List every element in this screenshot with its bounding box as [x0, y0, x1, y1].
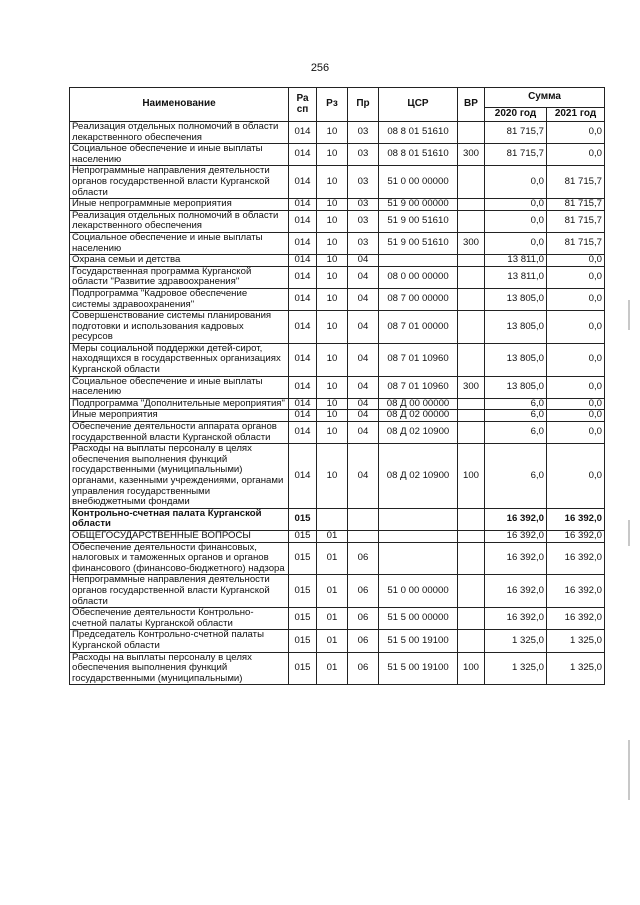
- cell-vr: [458, 542, 485, 575]
- cell-vr: 300: [458, 144, 485, 166]
- table-row: [70, 630, 605, 652]
- cell-vr: [458, 255, 485, 267]
- cell-name: Председатель Контрольно-счетной палаты Курганской области: [70, 630, 289, 652]
- cell-rz: [317, 508, 348, 530]
- cell-rasp: 014: [289, 398, 317, 410]
- cell-pr: 04: [348, 410, 379, 422]
- cell-pr: [348, 530, 379, 542]
- cell-rz: 10: [317, 144, 348, 166]
- cell-vr: [458, 166, 485, 199]
- cell-csr: 08 Д 02 10900: [379, 422, 458, 444]
- cell-y2020: 13 805,0: [485, 343, 547, 376]
- header-rasp: Ра сп: [289, 88, 317, 122]
- cell-y2020: 81 715,7: [485, 144, 547, 166]
- table-row: [70, 608, 605, 630]
- scan-artifact: [628, 300, 630, 330]
- cell-y2020: 0,0: [485, 210, 547, 232]
- table-row: [70, 166, 605, 199]
- cell-pr: [348, 508, 379, 530]
- header-name: Наименование: [70, 88, 289, 122]
- table-row: [70, 311, 605, 344]
- table-row: [70, 266, 605, 288]
- cell-vr: 100: [458, 444, 485, 509]
- cell-name: Обеспечение деятельности аппарата органов государственной власти Курганской области: [70, 422, 289, 444]
- cell-vr: [458, 398, 485, 410]
- cell-csr: 51 9 00 51610: [379, 210, 458, 232]
- cell-vr: [458, 288, 485, 310]
- cell-vr: [458, 630, 485, 652]
- cell-name: Охрана семьи и детства: [70, 255, 289, 267]
- cell-rasp: 014: [289, 166, 317, 199]
- cell-vr: [458, 343, 485, 376]
- cell-rz: 10: [317, 210, 348, 232]
- cell-rz: 10: [317, 232, 348, 254]
- cell-y2021: 16 392,0: [547, 542, 605, 575]
- cell-rz: 10: [317, 398, 348, 410]
- cell-pr: 06: [348, 630, 379, 652]
- cell-rasp: 014: [289, 288, 317, 310]
- table-row: [70, 398, 605, 410]
- cell-rz: 10: [317, 122, 348, 144]
- header-sum: Сумма: [485, 88, 605, 108]
- table-row: [70, 144, 605, 166]
- cell-name: Иные непрограммные мероприятия: [70, 199, 289, 211]
- table-row: [70, 410, 605, 422]
- cell-csr: 08 8 01 51610: [379, 122, 458, 144]
- table-row: [70, 652, 605, 685]
- cell-rasp: 014: [289, 199, 317, 211]
- cell-csr: [379, 508, 458, 530]
- table-row: [70, 530, 605, 542]
- cell-y2021: 16 392,0: [547, 575, 605, 608]
- cell-name: Подпрограмма "Дополнительные мероприятия": [70, 398, 289, 410]
- cell-y2021: 1 325,0: [547, 652, 605, 685]
- cell-rz: 10: [317, 166, 348, 199]
- cell-y2021: 81 715,7: [547, 210, 605, 232]
- cell-csr: 08 7 00 00000: [379, 288, 458, 310]
- cell-y2020: 0,0: [485, 232, 547, 254]
- cell-pr: 03: [348, 166, 379, 199]
- table-row: [70, 508, 605, 530]
- cell-y2021: 16 392,0: [547, 530, 605, 542]
- cell-pr: 06: [348, 608, 379, 630]
- cell-y2021: 0,0: [547, 255, 605, 267]
- cell-y2020: 1 325,0: [485, 652, 547, 685]
- cell-rz: 10: [317, 343, 348, 376]
- cell-rasp: 014: [289, 376, 317, 398]
- header-pr: Пр: [348, 88, 379, 122]
- cell-name: Государственная программа Курганской области "Развитие здравоохранения": [70, 266, 289, 288]
- cell-y2021: 0,0: [547, 422, 605, 444]
- cell-y2021: 1 325,0: [547, 630, 605, 652]
- cell-pr: 03: [348, 122, 379, 144]
- cell-rasp: 014: [289, 122, 317, 144]
- cell-pr: 06: [348, 575, 379, 608]
- cell-name: Контрольно-счетная палата Курганской области: [70, 508, 289, 530]
- cell-y2020: 13 805,0: [485, 311, 547, 344]
- cell-y2021: 16 392,0: [547, 508, 605, 530]
- cell-pr: 04: [348, 422, 379, 444]
- cell-rasp: 015: [289, 542, 317, 575]
- table-row: [70, 444, 605, 509]
- cell-name: Непрограммные направления деятельности органов государственной власти Курганской области: [70, 575, 289, 608]
- cell-rasp: 014: [289, 444, 317, 509]
- cell-y2021: 81 715,7: [547, 199, 605, 211]
- cell-csr: 08 Д 00 00000: [379, 398, 458, 410]
- cell-rasp: 014: [289, 422, 317, 444]
- cell-y2020: 6,0: [485, 422, 547, 444]
- cell-vr: [458, 210, 485, 232]
- cell-rasp: 014: [289, 144, 317, 166]
- cell-y2020: 13 805,0: [485, 288, 547, 310]
- cell-pr: 04: [348, 288, 379, 310]
- cell-name: ОБЩЕГОСУДАРСТВЕННЫЕ ВОПРОСЫ: [70, 530, 289, 542]
- cell-pr: 03: [348, 210, 379, 232]
- cell-y2021: 0,0: [547, 288, 605, 310]
- cell-y2021: 0,0: [547, 444, 605, 509]
- cell-vr: 100: [458, 652, 485, 685]
- cell-name: Социальное обеспечение и иные выплаты населению: [70, 232, 289, 254]
- cell-name: Социальное обеспечение и иные выплаты населению: [70, 376, 289, 398]
- cell-rz: 10: [317, 255, 348, 267]
- cell-y2020: 13 805,0: [485, 376, 547, 398]
- header-rz: Рз: [317, 88, 348, 122]
- header-vr: ВР: [458, 88, 485, 122]
- cell-pr: 04: [348, 376, 379, 398]
- cell-csr: 08 8 01 51610: [379, 144, 458, 166]
- cell-csr: 08 Д 02 10900: [379, 444, 458, 509]
- cell-vr: [458, 122, 485, 144]
- cell-pr: 06: [348, 542, 379, 575]
- cell-rasp: 015: [289, 630, 317, 652]
- cell-rasp: 015: [289, 575, 317, 608]
- cell-pr: 04: [348, 343, 379, 376]
- page-number: 256: [310, 62, 330, 74]
- header-2020: 2020 год: [485, 108, 547, 122]
- cell-y2021: 0,0: [547, 144, 605, 166]
- cell-name: Непрограммные направления деятельности органов государственной власти Курганской области: [70, 166, 289, 199]
- cell-pr: 06: [348, 652, 379, 685]
- cell-y2020: 6,0: [485, 398, 547, 410]
- cell-rasp: 015: [289, 608, 317, 630]
- cell-pr: 03: [348, 199, 379, 211]
- cell-pr: 04: [348, 255, 379, 267]
- cell-name: Обеспечение деятельности финансовых, налоговых и таможенных органов и органов финансового (финансово-бюджетного) надзора: [70, 542, 289, 575]
- cell-vr: 300: [458, 232, 485, 254]
- table-row: [70, 255, 605, 267]
- scan-artifact: [628, 520, 630, 546]
- cell-csr: 08 7 01 00000: [379, 311, 458, 344]
- cell-rasp: 014: [289, 311, 317, 344]
- cell-rasp: 014: [289, 410, 317, 422]
- cell-vr: [458, 199, 485, 211]
- cell-y2020: 1 325,0: [485, 630, 547, 652]
- cell-y2021: 0,0: [547, 311, 605, 344]
- scan-artifact: [628, 740, 630, 800]
- cell-csr: 51 9 00 51610: [379, 232, 458, 254]
- header-csr: ЦСР: [379, 88, 458, 122]
- cell-y2020: 81 715,7: [485, 122, 547, 144]
- cell-y2020: 13 811,0: [485, 255, 547, 267]
- cell-rz: 01: [317, 652, 348, 685]
- table-row: [70, 122, 605, 144]
- table-row: [70, 575, 605, 608]
- cell-csr: 51 5 00 19100: [379, 630, 458, 652]
- cell-y2020: 0,0: [485, 199, 547, 211]
- cell-csr: [379, 255, 458, 267]
- table-row: [70, 422, 605, 444]
- cell-name: Подпрограмма "Кадровое обеспечение системы здравоохранения": [70, 288, 289, 310]
- cell-vr: [458, 422, 485, 444]
- cell-name: Расходы на выплаты персоналу в целях обеспечения выполнения функций государственными (муниципальными) органами, казенными учреждениями, органами управления государственными внебюджетными фондами: [70, 444, 289, 509]
- cell-y2020: 6,0: [485, 410, 547, 422]
- cell-y2021: 0,0: [547, 122, 605, 144]
- cell-name: Расходы на выплаты персоналу в целях обеспечения выполнения функций государственными (муниципальными): [70, 652, 289, 685]
- table-row: [70, 210, 605, 232]
- cell-y2021: 0,0: [547, 398, 605, 410]
- cell-rz: 01: [317, 630, 348, 652]
- table-row: [70, 288, 605, 310]
- cell-vr: 300: [458, 376, 485, 398]
- cell-csr: 08 Д 02 00000: [379, 410, 458, 422]
- cell-rz: 10: [317, 266, 348, 288]
- cell-name: Иные мероприятия: [70, 410, 289, 422]
- cell-y2020: 16 392,0: [485, 608, 547, 630]
- cell-y2020: 0,0: [485, 166, 547, 199]
- cell-pr: 04: [348, 266, 379, 288]
- cell-name: Совершенствование системы планирования подготовки и использования кадровых ресурсов: [70, 311, 289, 344]
- cell-csr: 08 7 01 10960: [379, 376, 458, 398]
- cell-pr: 03: [348, 232, 379, 254]
- cell-csr: 08 0 00 00000: [379, 266, 458, 288]
- cell-pr: 04: [348, 311, 379, 344]
- cell-pr: 04: [348, 398, 379, 410]
- cell-rz: 10: [317, 288, 348, 310]
- cell-pr: 04: [348, 444, 379, 509]
- cell-csr: [379, 530, 458, 542]
- cell-vr: [458, 575, 485, 608]
- cell-csr: 51 0 00 00000: [379, 166, 458, 199]
- cell-y2020: 16 392,0: [485, 542, 547, 575]
- cell-rasp: 014: [289, 255, 317, 267]
- table-row: [70, 343, 605, 376]
- cell-y2021: 0,0: [547, 343, 605, 376]
- cell-y2021: 81 715,7: [547, 166, 605, 199]
- cell-rz: 01: [317, 575, 348, 608]
- cell-rasp: 015: [289, 530, 317, 542]
- cell-y2020: 16 392,0: [485, 530, 547, 542]
- cell-rz: 01: [317, 608, 348, 630]
- cell-y2021: 0,0: [547, 266, 605, 288]
- cell-pr: 03: [348, 144, 379, 166]
- cell-y2020: 6,0: [485, 444, 547, 509]
- cell-rasp: 015: [289, 652, 317, 685]
- cell-rasp: 014: [289, 266, 317, 288]
- cell-rasp: 014: [289, 232, 317, 254]
- cell-csr: 08 7 01 10960: [379, 343, 458, 376]
- cell-rz: 10: [317, 422, 348, 444]
- cell-csr: 51 5 00 19100: [379, 652, 458, 685]
- table-row: [70, 199, 605, 211]
- cell-rasp: 015: [289, 508, 317, 530]
- cell-rz: 10: [317, 311, 348, 344]
- table-row: [70, 232, 605, 254]
- cell-rz: 01: [317, 530, 348, 542]
- cell-name: Меры социальной поддержки детей-сирот, находящихся в государственных организациях Курганской области: [70, 343, 289, 376]
- cell-y2020: 16 392,0: [485, 508, 547, 530]
- cell-vr: [458, 266, 485, 288]
- cell-vr: [458, 608, 485, 630]
- cell-vr: [458, 311, 485, 344]
- cell-name: Реализация отдельных полномочий в области лекарственного обеспечения: [70, 122, 289, 144]
- cell-csr: 51 9 00 00000: [379, 199, 458, 211]
- cell-y2020: 16 392,0: [485, 575, 547, 608]
- cell-vr: [458, 410, 485, 422]
- cell-rz: 01: [317, 542, 348, 575]
- cell-y2021: 0,0: [547, 410, 605, 422]
- cell-name: Реализация отдельных полномочий в области лекарственного обеспечения: [70, 210, 289, 232]
- cell-y2021: 16 392,0: [547, 608, 605, 630]
- cell-y2021: 81 715,7: [547, 232, 605, 254]
- cell-name: Социальное обеспечение и иные выплаты населению: [70, 144, 289, 166]
- cell-csr: 51 0 00 00000: [379, 575, 458, 608]
- table-row: [70, 376, 605, 398]
- cell-rz: 10: [317, 199, 348, 211]
- cell-rasp: 014: [289, 210, 317, 232]
- cell-y2021: 0,0: [547, 376, 605, 398]
- cell-rasp: 014: [289, 343, 317, 376]
- cell-rz: 10: [317, 376, 348, 398]
- cell-csr: [379, 542, 458, 575]
- cell-vr: [458, 530, 485, 542]
- cell-name: Обеспечение деятельности Контрольно-счетной палаты Курганской области: [70, 608, 289, 630]
- cell-rz: 10: [317, 444, 348, 509]
- budget-table: [69, 87, 605, 685]
- cell-vr: [458, 508, 485, 530]
- table-row: [70, 542, 605, 575]
- header-2021: 2021 год: [547, 108, 605, 122]
- cell-csr: 51 5 00 00000: [379, 608, 458, 630]
- cell-rz: 10: [317, 410, 348, 422]
- cell-y2020: 13 811,0: [485, 266, 547, 288]
